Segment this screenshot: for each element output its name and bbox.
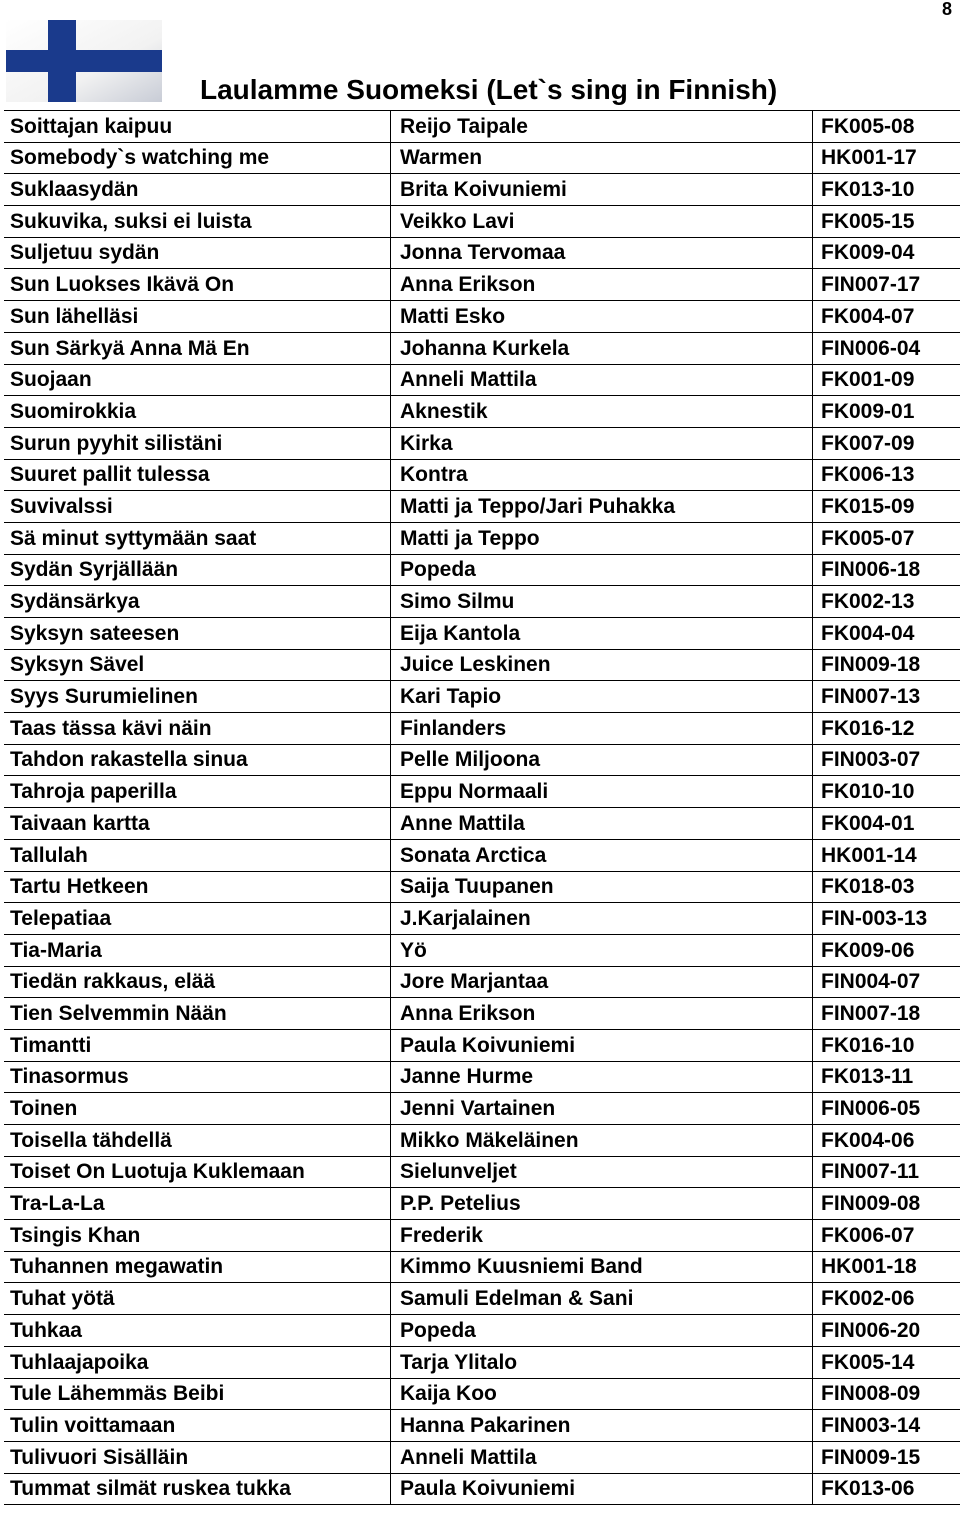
table-row (4, 1029, 960, 1061)
song-title-cell: Sun Luokses Ikävä On (4, 269, 391, 301)
table-row (4, 966, 960, 998)
song-title-cell: Tulin voittamaan (4, 1410, 391, 1442)
artist-cell: Eija Kantola (391, 618, 813, 650)
artist-cell: P.P. Petelius (391, 1188, 813, 1220)
table-row (4, 1410, 960, 1442)
song-title-cell: Taas tässa kävi näin (4, 713, 391, 745)
song-code-cell: FIN007-18 (813, 998, 960, 1030)
song-title-cell: Sydän Syrjällään (4, 554, 391, 586)
artist-cell: Hanna Pakarinen (391, 1410, 813, 1442)
artist-cell: Saija Tuupanen (391, 871, 813, 903)
table-row (4, 427, 960, 459)
artist-cell: Anna Erikson (391, 998, 813, 1030)
song-title-cell: Toisella tähdellä (4, 1125, 391, 1157)
song-title-cell: Suomirokkia (4, 396, 391, 428)
artist-cell: Reijo Taipale (391, 111, 813, 143)
song-code-cell: FIN-003-13 (813, 903, 960, 935)
song-code-cell: FK005-15 (813, 206, 960, 238)
song-title-cell: Telepatiaa (4, 903, 391, 935)
song-code-cell: FK013-11 (813, 1061, 960, 1093)
song-code-cell: FK005-08 (813, 111, 960, 143)
song-title-cell: Suvivalssi (4, 491, 391, 523)
table-row (4, 649, 960, 681)
table-row (4, 776, 960, 808)
table-row (4, 1283, 960, 1315)
song-code-cell: FK009-06 (813, 934, 960, 966)
table-row (4, 1220, 960, 1252)
song-title-cell: Suklaasydän (4, 174, 391, 206)
table-row (4, 1125, 960, 1157)
table-row (4, 1061, 960, 1093)
page-number: 8 (941, 0, 952, 19)
table-row (4, 586, 960, 618)
song-title-cell: Tallulah (4, 839, 391, 871)
table-row (4, 903, 960, 935)
table-row (4, 1315, 960, 1347)
song-code-cell: FIN009-08 (813, 1188, 960, 1220)
song-title-cell: Surun pyyhit silistäni (4, 427, 391, 459)
artist-cell: Jonna Tervomaa (391, 237, 813, 269)
flag-cross-horizontal (6, 50, 162, 72)
song-title-cell: Somebody`s watching me (4, 142, 391, 174)
artist-cell: Kontra (391, 459, 813, 491)
song-code-cell: FK009-01 (813, 396, 960, 428)
table-row (4, 174, 960, 206)
artist-cell: Juice Leskinen (391, 649, 813, 681)
table-row (4, 1188, 960, 1220)
table-row (4, 111, 960, 143)
table-row (4, 1093, 960, 1125)
song-code-cell: HK001-17 (813, 142, 960, 174)
song-title-cell: Tahroja paperilla (4, 776, 391, 808)
song-title-cell: Tartu Hetkeen (4, 871, 391, 903)
song-title-cell: Tia-Maria (4, 934, 391, 966)
song-code-cell: FK013-10 (813, 174, 960, 206)
song-title-cell: Toiset On Luotuja Kuklemaan (4, 1156, 391, 1188)
table-row (4, 206, 960, 238)
song-title-cell: Tien Selvemmin Nään (4, 998, 391, 1030)
song-code-cell: FK007-09 (813, 427, 960, 459)
song-code-cell: FIN007-17 (813, 269, 960, 301)
table-row (4, 522, 960, 554)
artist-cell: Kaija Koo (391, 1378, 813, 1410)
table-row (4, 1346, 960, 1378)
song-title-cell: Syksyn Sävel (4, 649, 391, 681)
table-row (4, 839, 960, 871)
table-row (4, 808, 960, 840)
table-row (4, 681, 960, 713)
artist-cell: Anna Erikson (391, 269, 813, 301)
song-title-cell: Timantti (4, 1029, 391, 1061)
song-title-cell: Syksyn sateesen (4, 618, 391, 650)
song-title-cell: Tummat silmät ruskea tukka (4, 1473, 391, 1505)
artist-cell: Jore Marjantaa (391, 966, 813, 998)
artist-cell: Tarja Ylitalo (391, 1346, 813, 1378)
song-code-cell: FIN008-09 (813, 1378, 960, 1410)
table-row (4, 934, 960, 966)
table-row (4, 713, 960, 745)
artist-cell: Kirka (391, 427, 813, 459)
song-code-cell: FIN006-18 (813, 554, 960, 586)
artist-cell: Aknestik (391, 396, 813, 428)
artist-cell: Kimmo Kuusniemi Band (391, 1251, 813, 1283)
table-row (4, 744, 960, 776)
song-code-cell: FK006-07 (813, 1220, 960, 1252)
song-code-cell: FK004-07 (813, 301, 960, 333)
song-title-cell: Tulivuori Sisälläin (4, 1441, 391, 1473)
song-code-cell: FK006-13 (813, 459, 960, 491)
song-title-cell: Tsingis Khan (4, 1220, 391, 1252)
song-code-cell: FIN009-18 (813, 649, 960, 681)
song-code-cell: FK002-06 (813, 1283, 960, 1315)
artist-cell: Popeda (391, 554, 813, 586)
artist-cell: Warmen (391, 142, 813, 174)
artist-cell: Anneli Mattila (391, 364, 813, 396)
table-row (4, 1473, 960, 1505)
artist-cell: Simo Silmu (391, 586, 813, 618)
finland-flag-icon (6, 20, 162, 102)
artist-cell: Paula Koivuniemi (391, 1473, 813, 1505)
song-code-cell: FK002-13 (813, 586, 960, 618)
song-code-cell: FK004-01 (813, 808, 960, 840)
artist-cell: Yö (391, 934, 813, 966)
song-title-cell: Syys Surumielinen (4, 681, 391, 713)
song-code-cell: FK013-06 (813, 1473, 960, 1505)
artist-cell: Jenni Vartainen (391, 1093, 813, 1125)
song-code-cell: FK005-07 (813, 522, 960, 554)
table-row (4, 491, 960, 523)
table-row (4, 396, 960, 428)
song-code-cell: FK016-10 (813, 1029, 960, 1061)
song-title-cell: Tuhannen megawatin (4, 1251, 391, 1283)
artist-cell: Matti Esko (391, 301, 813, 333)
table-row (4, 1441, 960, 1473)
song-title-cell: Sun lähelläsi (4, 301, 391, 333)
song-code-cell: FIN009-15 (813, 1441, 960, 1473)
song-code-cell: FIN006-20 (813, 1315, 960, 1347)
table-row (4, 142, 960, 174)
song-title-cell: Taivaan kartta (4, 808, 391, 840)
artist-cell: Eppu Normaali (391, 776, 813, 808)
table-row (4, 459, 960, 491)
artist-cell: Brita Koivuniemi (391, 174, 813, 206)
artist-cell: Kari Tapio (391, 681, 813, 713)
song-code-cell: FK001-09 (813, 364, 960, 396)
table-row (4, 269, 960, 301)
song-code-cell: FIN006-05 (813, 1093, 960, 1125)
song-code-cell: FK018-03 (813, 871, 960, 903)
table-row (4, 1378, 960, 1410)
artist-cell: Samuli Edelman & Sani (391, 1283, 813, 1315)
song-code-cell: FK016-12 (813, 713, 960, 745)
song-title-cell: Sä minut syttymään saat (4, 522, 391, 554)
artist-cell: J.Karjalainen (391, 903, 813, 935)
table-row (4, 1251, 960, 1283)
song-code-cell: FIN007-13 (813, 681, 960, 713)
song-title-cell: Sun Särkyä Anna Mä En (4, 332, 391, 364)
table-row (4, 364, 960, 396)
song-code-cell: FIN004-07 (813, 966, 960, 998)
song-title-cell: Tahdon rakastella sinua (4, 744, 391, 776)
song-code-cell: FK015-09 (813, 491, 960, 523)
table-row (4, 332, 960, 364)
song-title-cell: Sukuvika, suksi ei luista (4, 206, 391, 238)
song-code-cell: FK004-06 (813, 1125, 960, 1157)
artist-cell: Popeda (391, 1315, 813, 1347)
song-title-cell: Toinen (4, 1093, 391, 1125)
song-title-cell: Tuhat yötä (4, 1283, 391, 1315)
artist-cell: Anneli Mattila (391, 1441, 813, 1473)
song-code-cell: FIN006-04 (813, 332, 960, 364)
song-code-cell: FK010-10 (813, 776, 960, 808)
artist-cell: Pelle Miljoona (391, 744, 813, 776)
artist-cell: Anne Mattila (391, 808, 813, 840)
artist-cell: Johanna Kurkela (391, 332, 813, 364)
table-row (4, 1156, 960, 1188)
table-row (4, 871, 960, 903)
artist-cell: Sielunveljet (391, 1156, 813, 1188)
song-title-cell: Sydänsärkya (4, 586, 391, 618)
artist-cell: Matti ja Teppo/Jari Puhakka (391, 491, 813, 523)
table-row (4, 237, 960, 269)
artist-cell: Mikko Mäkeläinen (391, 1125, 813, 1157)
artist-cell: Finlanders (391, 713, 813, 745)
song-title-cell: Suuret pallit tulessa (4, 459, 391, 491)
artist-cell: Paula Koivuniemi (391, 1029, 813, 1061)
table-row (4, 554, 960, 586)
song-code-cell: FIN007-11 (813, 1156, 960, 1188)
table-row (4, 618, 960, 650)
song-title-cell: Suljetuu sydän (4, 237, 391, 269)
song-title-cell: Tuhlaajapoika (4, 1346, 391, 1378)
song-title-cell: Soittajan kaipuu (4, 111, 391, 143)
artist-cell: Frederik (391, 1220, 813, 1252)
song-code-cell: FK005-14 (813, 1346, 960, 1378)
song-table (4, 110, 960, 1505)
artist-cell: Matti ja Teppo (391, 522, 813, 554)
song-title-cell: Tule Lähemmäs Beibi (4, 1378, 391, 1410)
song-code-cell: HK001-14 (813, 839, 960, 871)
page-title: Laulamme Suomeksi (Let`s sing in Finnish) (200, 74, 778, 105)
artist-cell: Janne Hurme (391, 1061, 813, 1093)
table-row (4, 998, 960, 1030)
song-title-cell: Tuhkaa (4, 1315, 391, 1347)
table-row (4, 301, 960, 333)
song-title-cell: Suojaan (4, 364, 391, 396)
song-title-cell: Tra-La-La (4, 1188, 391, 1220)
song-code-cell: FIN003-14 (813, 1410, 960, 1442)
song-code-cell: HK001-18 (813, 1251, 960, 1283)
song-code-cell: FK004-04 (813, 618, 960, 650)
song-title-cell: Tiedän rakkaus, elää (4, 966, 391, 998)
artist-cell: Veikko Lavi (391, 206, 813, 238)
song-code-cell: FK009-04 (813, 237, 960, 269)
artist-cell: Sonata Arctica (391, 839, 813, 871)
song-code-cell: FIN003-07 (813, 744, 960, 776)
song-title-cell: Tinasormus (4, 1061, 391, 1093)
